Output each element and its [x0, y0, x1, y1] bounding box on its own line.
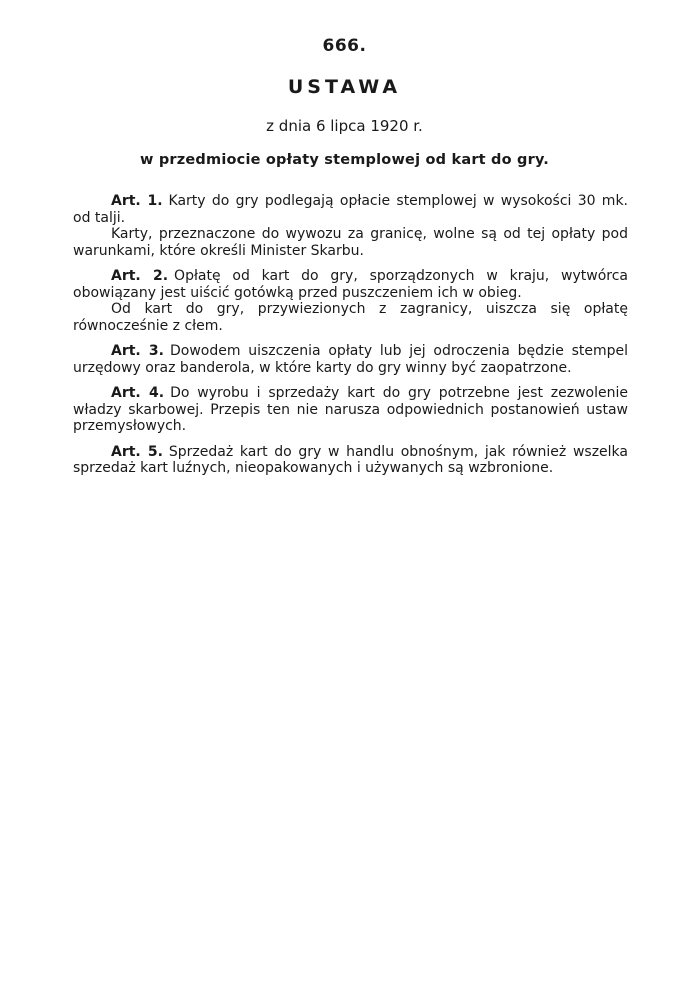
article-3: [73, 343, 628, 376]
article-text: Sprzedaż kart do gry w handlu obnośnym, jak również wszelka sprzedaż kart luźnych, nieopakowanych i używanych są wzbronione.: [73, 443, 628, 476]
article-label: Art. 3.: [111, 343, 164, 359]
article-text: Od kart do gry, przywiezionych z zagranicy, uiszcza się opłatę równocześnie z cłem.: [73, 301, 628, 334]
law-title: USTAWA: [287, 76, 402, 98]
law-body: [73, 193, 628, 477]
law-subject: w przedmiocie opłaty stemplowej od kart do gry.: [139, 152, 549, 168]
article-1: [73, 193, 628, 226]
article-label: Art. 2.: [111, 268, 169, 284]
article-text: Karty do gry podlegają opłacie stemplowej w wysokości 30 mk. od talji.: [73, 193, 628, 226]
law-date: z dnia 6 lipca 1920 r.: [266, 117, 423, 135]
article-5: [73, 444, 628, 477]
article-label: Art. 1.: [111, 193, 163, 209]
article-text: Dowodem uiszczenia opłaty lub jej odroczenia będzie stempel urzędowy oraz banderola, w które karty do gry winny być zaopatrzone.: [73, 343, 629, 376]
article-4: [73, 385, 628, 435]
article-text: Karty, przeznaczone do wywozu za granicę, wolne są od tej opłaty pod warunkami, które określi Minister Skarbu.: [73, 226, 628, 259]
article-text: Opłatę od kart do gry, sporządzonych w kraju, wytwórca obowiązany jest uiścić gotówką przed puszczeniem ich w obieg.: [73, 268, 629, 301]
article-label: Art. 4.: [111, 385, 165, 401]
article-2: [73, 268, 628, 301]
article-2-paragraph-2: [73, 301, 628, 334]
page-number: 666.: [322, 36, 367, 56]
article-1-paragraph-2: [73, 226, 628, 259]
article-label: Art. 5.: [111, 443, 163, 460]
article-text: Do wyrobu i sprzedaży kart do gry potrzebne jest zezwolenie władzy skarbowej. Przepis ten nie narusza odpowiednich postanowień ustaw przemysłowych.: [73, 385, 628, 434]
